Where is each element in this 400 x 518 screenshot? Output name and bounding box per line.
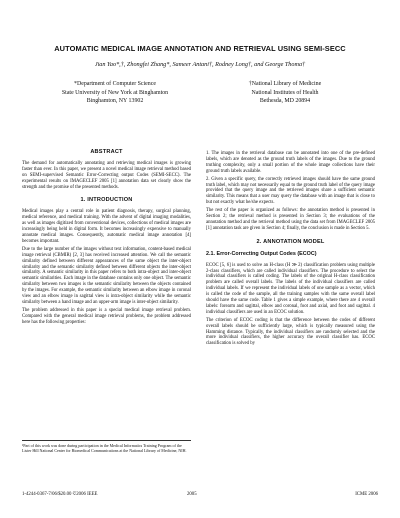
affiliation-right-line: National Institutes of Health	[251, 89, 319, 96]
footer-page-number: 2005	[187, 492, 197, 497]
outline-paragraph: The rest of the paper is organized as follows: the annotation method is presented in Section 2; the retrieval method is presented in Section 3; the evaluations of the annotation method and the retrieval method using the data set from IMAGECLEF 2005 [1] annotation task are given in Section 4; finally, the conclusion is made in Section 5.	[206, 208, 375, 231]
affiliation-right	[200, 80, 370, 106]
ecoc-paragraph: The criterion of ECOC coding is that the difference between the codes of different overall labels should be sufficiently large, which is typically measured using the Hamming distance. Typically, the individual classifiers are randomly selected and the more individual classifiers, the higher accuracy the overall classifier has. ECOC classification is solved by	[206, 317, 375, 347]
footer-venue: ICME 2006	[355, 492, 378, 497]
affiliation-right-line: Bethesda, MD 20894	[259, 98, 311, 105]
affiliation-left-line: Binghamton, NY 13902	[86, 98, 144, 105]
right-column	[206, 151, 375, 349]
affiliation-left-line: State University of New York at Binghamton	[61, 89, 169, 96]
abstract-heading: ABSTRACT	[90, 149, 123, 155]
author-list: Jian Yao*,†, Zhongfei Zhang*, Sameer Antani†, Rodney Long†, and George Thoma†	[94, 61, 306, 68]
property-item: 1. The images in the retrieval database can be annotated into one of the pre-defined labels, which are denoted as the ground truth labels of the images. Due to the ground truthing complexity, only a small portion of the whole image collections have their ground truth labels available.	[206, 151, 375, 174]
abstract-text: The demand for automatically annotating and retrieving medical images is growing faster than ever. In this paper, we present a novel medical image retrieval method based on SEMI-supervised Semantic Error-Correcting output Codes (SEMI-SECC). The experimental results on IMAGECLEF 2005 [1] annotation data set clearly show the strength and the promise of the presented methods.	[22, 160, 191, 190]
affiliation-right-line: †National Library of Medicine	[248, 81, 322, 87]
intro-paragraph: Due to the large number of the images without text information, content-based medical image retrieval (CBMIR) [2, 3] has received increased attention. We call the semantic similarity defined between different appearances of the same object the inter-object similarity and the semantic similarity defined between different objects the inter-object similarity. A semantic similarity in this paper refers to both intra-object and inter-object semantic similarities. Each image in the database contains only one object. The semantic similarity between two images is the semantic similarity between the objects contained by the images. For example, the semantic similarity between an elbow image in coronal view and an elbow image in sagittal view is intra-object similarity while the semantic similarity between a hand image and an upper-arm image is inter-object similarity.	[22, 246, 191, 305]
intro-heading: 1. INTRODUCTION	[80, 197, 133, 204]
paper-title: AUTOMATIC MEDICAL IMAGE ANNOTATION AND RETRIEVAL USING SEMI-SECC	[54, 44, 346, 53]
footer-copyright: 1-4244-0367-7/06/$20.00 ©2006 IEEE	[22, 492, 98, 497]
property-item: 2. Given a specific query, the correctly retrieved images should have the same ground truth label, which may not necessarily equal to the ground truth label of the query image provided that the query image and the retrieved images share a sufficient semantic similarity. This means that a user may query the database with an image that is close to but not exactly what he/she expects.	[206, 176, 375, 206]
left-column	[22, 150, 191, 328]
affiliation-left	[30, 80, 200, 106]
footnote: ¹Part of this work was done during participation in the Medical Informatics Training Program of the Lister Hill National Center for Biomedical Communications at the National Library of Medicine, NIH.	[22, 440, 191, 453]
intro-paragraph: The problem addressed in this paper is a special medical image retrieval problem. Compared with the general medical image retrieval problems, the problem addressed here has the following properties:	[22, 307, 191, 325]
intro-paragraph: Medical images play a central role in patient diagnosis, therapy, surgical planning, medical reference, and medical training. With the advent of digital imaging modalities, as well as images digitized from conventional devices, collections of medical images are increasingly being held in digital form. It becomes increasingly expensive to manually annotate medical images. Consequently, automatic medical image annotation [4] becomes important.	[22, 209, 191, 244]
ecoc-subheading: 2.1. Error-Correcting Output Codes (ECOC)	[206, 250, 317, 257]
ecoc-paragraph: ECOC [5, 6] is used to solve an H-class (H ≫ 2) classification problem using multiple 2-class classifiers, which are called individual classifiers. The procedure to select the individual classifiers is called coding. The labels of the original H-class classification problem are called overall labels. The labels of the individual classifiers are called individual labels. If we represent the individual labels of one sample as a vector, which is called the code of the sample, all the training samples with the same overall label should have the same code. Table 1 gives a simple example, where there are 4 overall labels: forearm and sagittal, elbow and coronal, foot and axial, and foot and sagittal. 4 individual classifiers are used in an ECOC solution.	[206, 262, 375, 315]
annotation-model-heading: 2. ANNOTATION MODEL	[256, 238, 325, 245]
affiliation-left-line: *Department of Computer Science	[74, 81, 156, 87]
